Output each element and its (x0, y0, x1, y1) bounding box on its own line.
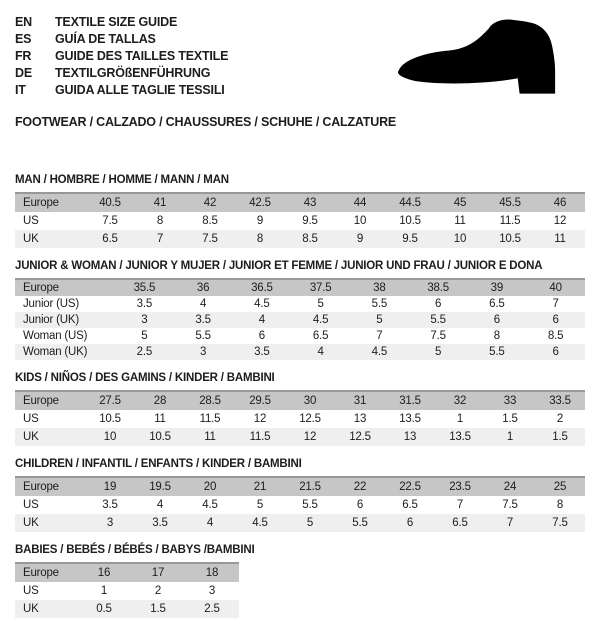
size-table (15, 278, 585, 360)
size-cell: 1.5 (131, 600, 185, 618)
size-cell: 39 (468, 279, 527, 296)
size-cell: 11 (535, 230, 585, 248)
row-label: Europe (15, 477, 85, 496)
size-cell: 30 (285, 391, 335, 410)
size-cell: 7 (485, 514, 535, 532)
size-cell: 5 (141, 330, 148, 342)
section-title: CHILDREN / INFANTIL / ENFANTS / KINDER / BAMBINI (15, 458, 302, 470)
row-label: Junior (UK) (15, 312, 115, 328)
guide-title-fr: GUIDE DES TAILLES TEXTILE (55, 49, 229, 63)
size-cell: 1 (485, 428, 535, 446)
size-cell: 28.5 (185, 391, 235, 410)
dress-shoe-icon (390, 16, 582, 106)
size-cell: 8.5 (202, 215, 218, 227)
size-cell: 7.5 (535, 514, 585, 532)
table-row (15, 410, 585, 428)
size-cell: 40 (526, 279, 585, 296)
table-row (15, 582, 239, 600)
size-cell: 3.5 (174, 312, 233, 328)
size-cell: 4.5 (202, 499, 218, 511)
size-cell: 7.5 (185, 230, 235, 248)
size-cell: 8.5 (285, 230, 335, 248)
row-label: US (23, 413, 39, 425)
size-cell: 11.5 (499, 215, 521, 227)
table-row (15, 496, 585, 514)
size-cell: 31.5 (385, 391, 435, 410)
language-code: ES (15, 32, 32, 46)
size-cell: 19 (85, 477, 135, 496)
size-cell: 6 (385, 514, 435, 532)
size-cell: 7 (552, 298, 559, 310)
size-cell: 2 (154, 585, 162, 597)
size-cell: 4.5 (291, 312, 350, 328)
table-row (15, 212, 585, 230)
size-cell: 12.5 (299, 413, 321, 425)
size-cell: 28 (135, 391, 185, 410)
size-cell: 4 (200, 298, 207, 310)
size-cell: 12 (285, 428, 335, 446)
size-cell: 43 (285, 193, 335, 212)
size-cell: 38 (350, 279, 409, 296)
size-cell: 2.5 (115, 344, 174, 360)
size-cell: 8 (235, 230, 285, 248)
size-cell: 4 (233, 312, 292, 328)
size-cell: 9 (335, 230, 385, 248)
size-cell: 8 (156, 215, 164, 227)
size-cell: 12 (253, 413, 267, 425)
size-cell: 3.5 (135, 514, 185, 532)
row-label: Woman (UK) (15, 344, 115, 360)
size-cell: 42.5 (235, 193, 285, 212)
size-cell: 42 (185, 193, 235, 212)
row-label: Europe (15, 391, 85, 410)
size-cell: 13.5 (435, 428, 485, 446)
size-cell: 11 (154, 413, 166, 425)
size-cell: 6 (258, 330, 265, 342)
size-cell: 7.5 (102, 215, 118, 227)
size-table-section (15, 174, 585, 248)
size-cell: 2.5 (185, 600, 239, 618)
size-cell: 16 (77, 563, 131, 582)
size-cell: 5.5 (409, 312, 468, 328)
size-cell: 10.5 (399, 215, 421, 227)
size-cell: 13.5 (399, 413, 421, 425)
size-cell: 11.5 (235, 428, 285, 446)
size-cell: 6 (356, 499, 364, 511)
size-cell: 3.5 (136, 298, 153, 310)
size-table-section (15, 260, 585, 360)
size-table (15, 192, 585, 248)
size-cell: 32 (435, 391, 485, 410)
size-cell: 7 (135, 230, 185, 248)
size-table (15, 562, 239, 618)
size-cell: 40.5 (85, 193, 135, 212)
size-cell: 36.5 (233, 279, 292, 296)
size-cell: 46 (535, 193, 585, 212)
size-cell: 7 (376, 330, 383, 342)
size-cell: 13 (385, 428, 435, 446)
size-cell: 31 (335, 391, 385, 410)
size-cell: 6 (435, 298, 442, 310)
size-cell: 33 (485, 391, 535, 410)
size-cell: 9.5 (302, 215, 318, 227)
table-row (15, 344, 585, 360)
size-cell: 11.5 (199, 413, 221, 425)
size-cell: 3 (174, 344, 233, 360)
size-cell: 22.5 (385, 477, 435, 496)
size-cell: 8 (556, 499, 564, 511)
size-cell: 6.5 (489, 298, 505, 310)
size-cell: 38.5 (409, 279, 468, 296)
size-cell: 4 (185, 514, 235, 532)
size-cell: 6 (526, 344, 585, 360)
size-cell: 12 (553, 215, 567, 227)
size-cell: 1 (100, 585, 108, 597)
language-code: DE (15, 66, 32, 80)
size-cell: 9 (256, 215, 264, 227)
row-label: US (23, 215, 39, 227)
size-cell: 33.5 (535, 391, 585, 410)
size-cell: 5.5 (195, 330, 211, 342)
table-row (15, 600, 239, 618)
size-cell: 3.5 (102, 499, 118, 511)
size-cell: 4.5 (235, 514, 285, 532)
category-heading: FOOTWEAR / CALZADO / CHAUSSURES / SCHUHE / CALZATURE (15, 115, 397, 129)
table-row (15, 391, 585, 410)
guide-title-de: TEXTILGRÖßENFÜHRUNG (55, 66, 211, 80)
size-cell: 10 (435, 230, 485, 248)
row-label: Woman (US) (23, 330, 88, 342)
row-label: Europe (15, 279, 115, 296)
size-cell: 10.5 (485, 230, 535, 248)
size-cell: 6.5 (435, 514, 485, 532)
size-cell: 2 (556, 413, 564, 425)
size-cell: 5.5 (468, 344, 527, 360)
row-label: UK (15, 428, 85, 446)
size-cell: 5.5 (335, 514, 385, 532)
size-cell: 45.5 (485, 193, 535, 212)
size-table-section (15, 458, 585, 532)
size-cell: 22 (335, 477, 385, 496)
size-table (15, 476, 585, 532)
size-cell: 10 (85, 428, 135, 446)
size-cell: 27.5 (85, 391, 135, 410)
section-title: BABIES / BEBÉS / BÉBÉS / BABYS /BAMBINI (15, 544, 255, 556)
size-cell: 7.5 (502, 499, 518, 511)
guide-title-en: TEXTILE SIZE GUIDE (55, 15, 178, 29)
size-cell: 5.5 (302, 499, 318, 511)
size-cell: 6 (526, 312, 585, 328)
size-table (15, 390, 585, 446)
size-cell: 35.5 (115, 279, 174, 296)
size-cell: 19.5 (135, 477, 185, 496)
size-cell: 37.5 (291, 279, 350, 296)
section-title: JUNIOR & WOMAN / JUNIOR Y MUJER / JUNIOR ET FEMME / JUNIOR UND FRAU / JUNIOR E DONA (15, 260, 543, 272)
row-label: US (23, 585, 39, 597)
size-cell: 3 (115, 312, 174, 328)
size-cell: 45 (435, 193, 485, 212)
size-cell: 5.5 (371, 298, 388, 310)
table-row (15, 563, 239, 582)
size-cell: 12.5 (335, 428, 385, 446)
size-cell: 25 (535, 477, 585, 496)
row-label: UK (15, 600, 77, 618)
table-row (15, 514, 585, 532)
size-cell: 6.5 (85, 230, 135, 248)
table-row (15, 279, 585, 296)
size-cell: 5 (317, 298, 324, 310)
size-cell: 8.5 (547, 330, 564, 342)
size-cell: 3 (208, 585, 216, 597)
size-cell: 4 (156, 499, 164, 511)
size-cell: 3.5 (233, 344, 292, 360)
size-cell: 5 (285, 514, 335, 532)
size-cell: 4.5 (254, 298, 270, 310)
size-cell: 5 (409, 344, 468, 360)
size-cell: 9.5 (385, 230, 435, 248)
size-cell: 20 (185, 477, 235, 496)
size-table-section (15, 372, 585, 446)
size-cell: 6.5 (312, 330, 329, 342)
table-row (15, 428, 585, 446)
size-cell: 0.5 (77, 600, 131, 618)
size-cell: 23.5 (435, 477, 485, 496)
size-cell: 24 (485, 477, 535, 496)
table-row (15, 193, 585, 212)
row-label: UK (15, 230, 85, 248)
size-cell: 7 (456, 499, 464, 511)
size-cell: 41 (135, 193, 185, 212)
size-cell: 6.5 (402, 499, 418, 511)
language-code: IT (15, 83, 26, 97)
size-cell: 5 (350, 312, 409, 328)
table-row (15, 328, 585, 344)
table-row (15, 312, 585, 328)
size-cell: 7.5 (430, 330, 446, 342)
row-label: US (23, 499, 39, 511)
table-row (15, 477, 585, 496)
size-cell: 6 (468, 312, 527, 328)
row-label: Europe (15, 563, 77, 582)
size-cell: 17 (131, 563, 185, 582)
size-cell: 44.5 (385, 193, 435, 212)
table-row (15, 230, 585, 248)
row-label: Europe (15, 193, 85, 212)
size-cell: 10 (353, 215, 367, 227)
size-cell: 11 (454, 215, 466, 227)
size-cell: 44 (335, 193, 385, 212)
size-cell: 36 (174, 279, 233, 296)
size-cell: 10.5 (99, 413, 121, 425)
language-code: FR (15, 49, 32, 63)
table-row (15, 296, 585, 312)
size-cell: 5 (256, 499, 264, 511)
row-label: UK (15, 514, 85, 532)
size-cell: 8 (493, 330, 500, 342)
size-cell: 3 (85, 514, 135, 532)
size-cell: 13 (353, 413, 367, 425)
size-cell: 10.5 (135, 428, 185, 446)
size-cell: 1.5 (535, 428, 585, 446)
size-cell: 4.5 (350, 344, 409, 360)
size-tables (15, 174, 585, 618)
section-title: MAN / HOMBRE / HOMME / MANN / MAN (15, 174, 229, 186)
guide-title-es: GUÍA DE TALLAS (55, 32, 156, 46)
row-label: Junior (US) (23, 298, 79, 310)
size-cell: 18 (185, 563, 239, 582)
size-cell: 11 (185, 428, 235, 446)
size-cell: 1 (456, 413, 464, 425)
size-cell: 4 (291, 344, 350, 360)
section-title: KIDS / NIÑOS / DES GAMINS / KINDER / BAMBINI (15, 372, 275, 384)
size-cell: 1.5 (502, 413, 518, 425)
language-code: EN (15, 15, 32, 29)
guide-title-it: GUIDA ALLE TAGLIE TESSILI (55, 83, 225, 97)
size-cell: 21 (235, 477, 285, 496)
size-cell: 29.5 (235, 391, 285, 410)
size-cell: 21.5 (285, 477, 335, 496)
size-table-section (15, 544, 585, 618)
